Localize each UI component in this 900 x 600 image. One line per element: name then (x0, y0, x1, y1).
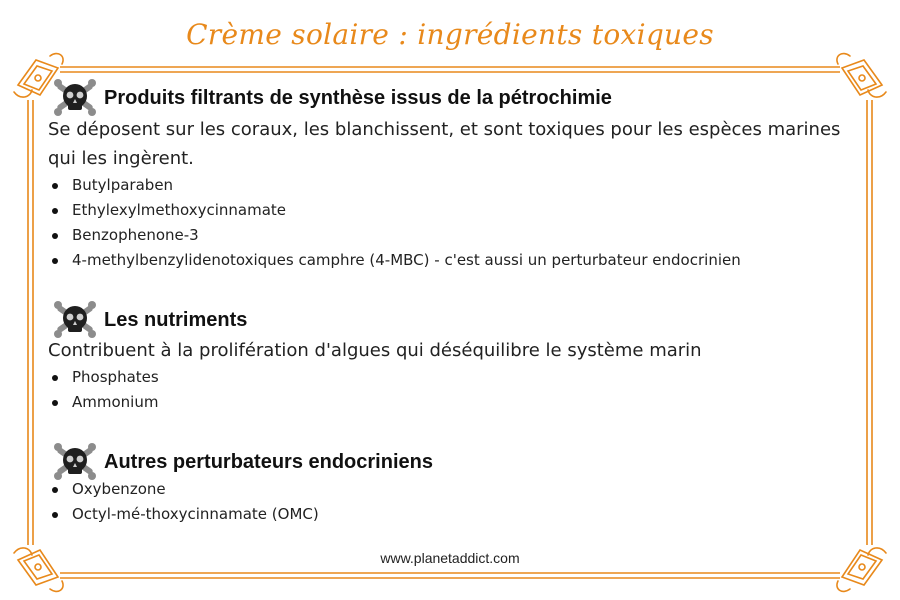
section-heading: Autres perturbateurs endocriniens (104, 450, 433, 473)
list-item (48, 390, 159, 415)
list-item (48, 502, 319, 527)
bullet-icon (52, 208, 58, 214)
list-item-label: Oxybenzone (72, 480, 166, 498)
list-item-label: Ethylexylmethoxycinnamate (72, 201, 287, 219)
ingredient-list (48, 365, 159, 415)
page-title: Crème solaire : ingrédients toxiques (186, 18, 714, 51)
bullet-icon (52, 258, 58, 264)
list-item-label: Benzophenone-3 (72, 226, 199, 244)
section-heading: Les nutriments (104, 308, 248, 331)
list-item (48, 248, 741, 273)
bullet-icon (52, 375, 58, 381)
list-item-label: Octyl-mé-thoxycinnamate (OMC) (72, 505, 319, 523)
list-item (48, 477, 319, 502)
ingredient-list (48, 477, 319, 527)
list-item-label: 4-methylbenzylidenotoxiques camphre (4-MBC) - c'est aussi un perturbateur endocrinien (72, 251, 741, 269)
list-item-label: Phosphates (72, 368, 159, 386)
section-header (50, 76, 612, 120)
section-description: Contribuent à la prolifération d'algues qui déséquilibre le système marin (48, 340, 702, 361)
bullet-icon (52, 183, 58, 189)
ingredient-list (48, 173, 741, 273)
list-item (48, 198, 741, 223)
list-item (48, 365, 159, 390)
section-description: Se déposent sur les coraux, les blanchissent, et sont toxiques pour les espèces marines qui les ingèrent. (48, 119, 841, 169)
list-item (48, 223, 741, 248)
bullet-icon (52, 233, 58, 239)
footer-url[interactable]: www.planetaddict.com (380, 550, 520, 566)
bullet-icon (52, 400, 58, 406)
list-item-label: Ammonium (72, 393, 159, 411)
section-heading: Produits filtrants de synthèse issus de la pétrochimie (104, 86, 612, 109)
skull-crossbones-icon (50, 76, 100, 120)
list-item (48, 173, 741, 198)
bullet-icon (52, 487, 58, 493)
bullet-icon (52, 512, 58, 518)
list-item-label: Butylparaben (72, 176, 174, 194)
